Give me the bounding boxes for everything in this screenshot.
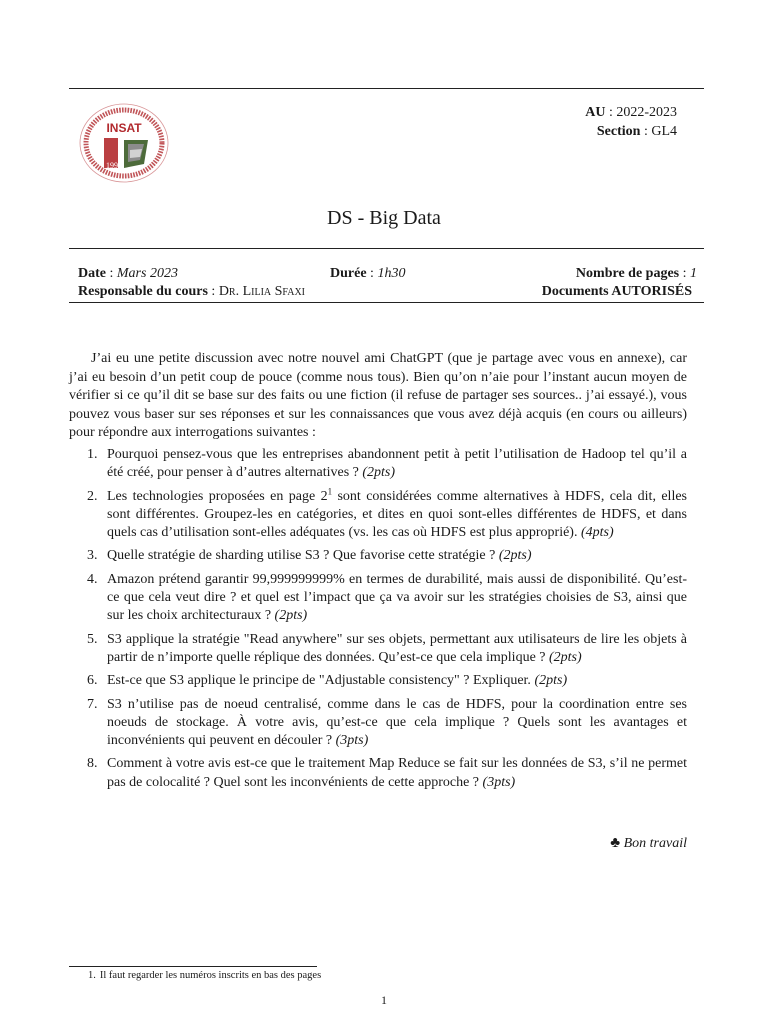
document-title: DS - Big Data: [327, 207, 441, 229]
section: Section : GL4: [596, 124, 677, 139]
meta-rule: [69, 302, 704, 303]
exam-duration: Durée : 1h30: [330, 266, 406, 281]
footnote-rule: [69, 966, 317, 967]
title-rule: [69, 248, 704, 249]
insat-logo: [78, 102, 170, 184]
academic-year: AU : 2022-2023: [585, 105, 677, 120]
question-5: 5. S3 applique la stratégie "Read anywhere" sur ses objets, permettant aux utilisateurs de lire les objets à partir de n’importe quelle réplique des données. Qu’est-ce que cela implique ? (2pts): [87, 631, 687, 665]
question-1: 1. Pourquoi pensez-vous que les entreprises abandonnent petit à petit l’utilisation de Hadoop tel qu’il a été créé, pour penser à d’autres alternatives ? (2pts): [87, 447, 687, 481]
question-4: 4. Amazon prétend garantir 99,999999999% en termes de durabilité, mais aussi de disponibilité. Qu’est-ce que cela veut dire ? et quel est l’impact que ça va avoir sur les stratégies choisies de S3, ainsi que sur les choix architecturaux ? (2pts): [87, 571, 687, 624]
club-icon: ♣: [610, 835, 621, 851]
intro-paragraph: J’ai eu une petite discussion avec notre nouvel ami ChatGPT (que je partage avec vous en annexe), car j’ai eu besoin d’un petit coup de pouce (comme nous tous). Bien qu’on n’aie pour l’instant aucun moyen de vérifier si ce qu’il dit se base sur des faits ou une fiction (il refuse de partager ses sources.. j’ai essayé.), vous pouvez vous baser sur ses réponses et sur les connaissances que vous avez déjà acquis (en cours ou ailleurs) pour répondre aux interrogations suivantes :: [69, 351, 687, 441]
footnote: 1. Il faut regarder les numéros inscrits en bas des pages: [88, 970, 322, 981]
question-list: [69, 446, 687, 797]
course-instructor: Responsable du cours : Dr. Lilia Sfaxi: [78, 284, 306, 299]
footnote-ref[interactable]: 1: [327, 485, 333, 496]
exam-date: Date : Mars 2023: [78, 266, 178, 281]
header-info: [585, 103, 677, 141]
logo-name: INSAT: [106, 121, 142, 135]
question-8: 8. Comment à votre avis est-ce que le traitement Map Reduce se fait sur les données de S3, s’il ne permet pas de colocalité ? Quel sont les inconvénients de cette approche ? (3pts): [87, 756, 687, 790]
question-3: 3. Quelle stratégie de sharding utilise S3 ? Que favorise cette stratégie ? (2pts): [87, 548, 532, 564]
documents-allowed: Documents AUTORISÉS: [541, 284, 692, 299]
page-count: Nombre de pages : 1: [575, 266, 697, 281]
question-7: 7. S3 n’utilise pas de noeud centralisé, comme dans le cas de HDFS, pour la coordination entre ses noeuds de stockage. À votre avis, qu’est-ce que cela implique ? Quels sont les avantages et inconvénients qui peuvent en découler ? (3pts): [87, 696, 687, 749]
signoff-text: Bon travail: [623, 836, 687, 851]
question-6: 6. Est-ce que S3 applique le principe de "Adjustable consistency" ? Expliquer. (2pts): [87, 673, 568, 689]
top-rule: [69, 88, 704, 89]
logo-year: 1996: [106, 161, 122, 170]
question-2: 2. Les technologies proposées en page 2$^1$ sont considérées comme alternatives à HDFS, cela dit, elles sont différentes. Groupez-les en catégories, et dites en quoi sont-elles différentes de HDFS, et dans quels cas d’utilisation sont-elles adéquates (vs. les cas où HDFS est plus approprié). (4pts): [87, 485, 687, 541]
signoff: [610, 835, 687, 852]
page-number: 1: [381, 993, 387, 1007]
